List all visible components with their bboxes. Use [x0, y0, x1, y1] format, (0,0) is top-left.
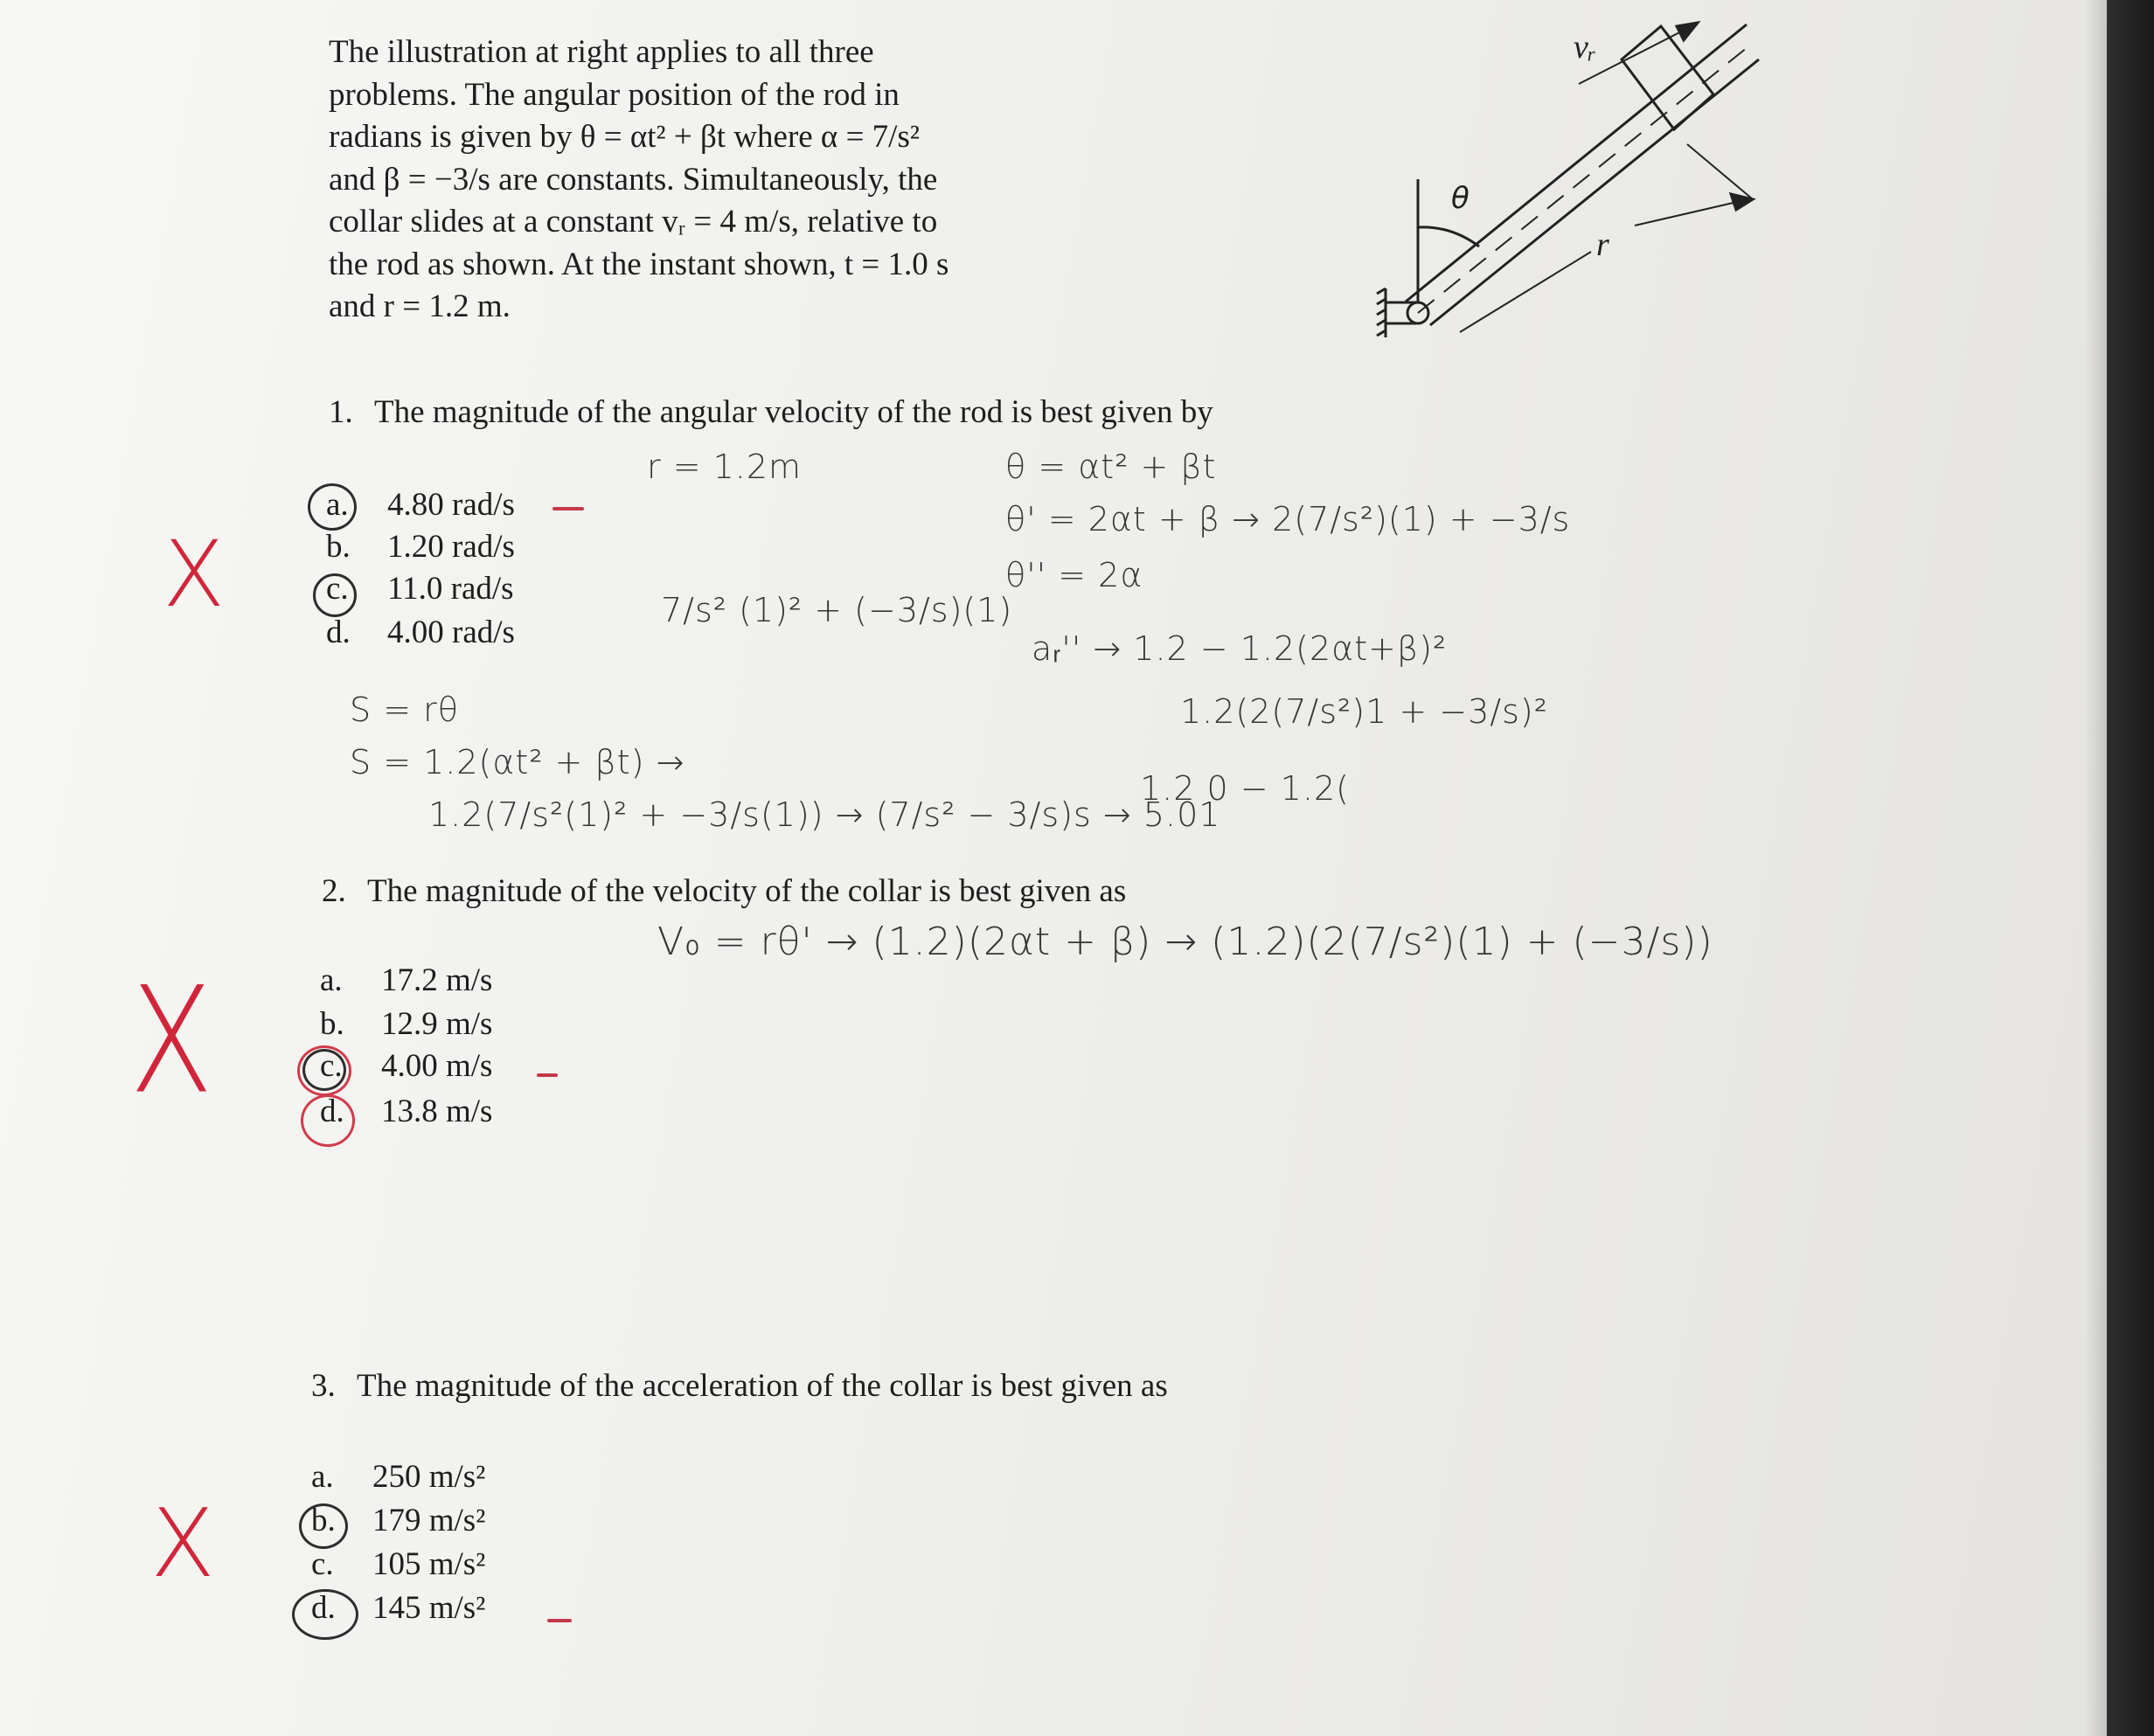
- intro-line-4: and β = −3/s are constants. Simultaneously, the: [329, 161, 938, 198]
- q2-option-a-letter: a.: [320, 962, 343, 998]
- q2-c-red-circle: [297, 1045, 351, 1096]
- q3-answer-dash-mark: [547, 1619, 572, 1622]
- q2-option-b-letter: b.: [320, 1006, 344, 1042]
- hand-q1-r-value: r = 1.2m: [647, 448, 803, 486]
- hand-q1-arc-length-sub: S = 1.2(αt² + βt) →: [350, 743, 685, 781]
- q2-option-a-value: 17.2 m/s: [381, 962, 493, 998]
- hand-q1-substitution: 7/s² (1)² + (−3/s)(1): [661, 591, 1013, 629]
- q1-option-c-value: 11.0 rad/s: [387, 571, 514, 607]
- intro-line-6: the rod as shown. At the instant shown, t = 1.0 s: [329, 246, 949, 282]
- question-1-number: 1.: [329, 394, 353, 430]
- intro-line-5: collar slides at a constant vᵣ = 4 m/s, relative to: [329, 204, 938, 240]
- q2-option-c-letter: c.: [320, 1048, 343, 1084]
- hand-q1-theta-equation: θ = αt² + βt: [1005, 448, 1217, 486]
- question-3-text: The magnitude of the acceleration of the collar is best given as: [357, 1368, 1168, 1404]
- hand-q1-arc-length-result: 1.2(7/s²(1)² + −3/s(1)) → (7/s² − 3/s)s → 5.01: [428, 795, 1221, 834]
- q1-option-a-letter: a.: [326, 487, 349, 523]
- q3-option-b-letter: b.: [311, 1503, 336, 1538]
- q2-option-a[interactable]: [320, 962, 492, 999]
- vr-label: vᵣ: [1574, 29, 1597, 66]
- q1-option-c-letter: c.: [326, 571, 349, 607]
- q2-wrong-mark: X: [129, 955, 213, 1128]
- intro-line-3: radians is given by θ = αt² + βt where α = 7/s²: [329, 119, 920, 155]
- question-1-text: The magnitude of the angular velocity of the rod is best given by: [374, 394, 1213, 430]
- q2-answer-dash-mark: [537, 1073, 558, 1077]
- question-2-number: 2.: [322, 873, 346, 909]
- q3-option-a[interactable]: [311, 1458, 485, 1496]
- q3-option-a-value: 250 m/s²: [372, 1459, 486, 1495]
- q2-option-b[interactable]: [320, 1005, 492, 1043]
- q1-wrong-mark: X: [163, 521, 226, 628]
- q1-answer-dash-mark: [552, 507, 584, 510]
- q1-option-d-value: 4.00 rad/s: [387, 615, 515, 650]
- hand-q1-partial: 1.2 0 − 1.2(: [1140, 769, 1350, 808]
- hand-q1-radial-accel-sub: 1.2(2(7/s²)1 + −3/s)²: [1180, 692, 1548, 731]
- q1-option-d-letter: d.: [326, 615, 351, 650]
- r-label: r: [1596, 226, 1609, 263]
- intro-line-7: and r = 1.2 m.: [329, 288, 511, 324]
- q1-option-b-value: 1.20 rad/s: [387, 529, 515, 565]
- q3-option-c-letter: c.: [311, 1546, 334, 1582]
- question-3: [311, 1367, 1168, 1405]
- question-2: [322, 872, 1126, 910]
- desk-background: [2107, 0, 2154, 1736]
- q1-option-b-letter: b.: [326, 529, 351, 565]
- hand-q2-velocity: V₀ = rθ' → (1.2)(2αt + β) → (1.2)(2(7/s²)(1) + (−3/s)): [657, 920, 1713, 964]
- q1-option-a-value: 4.80 rad/s: [387, 487, 515, 523]
- hand-q1-theta-prime: θ' = 2αt + β → 2(7/s²)(1) + −3/s: [1005, 500, 1571, 538]
- q2-d-red-circle: [301, 1094, 355, 1147]
- q3-d-circled-mark: [292, 1589, 358, 1640]
- q1-c-circled-mark: [313, 573, 357, 617]
- hand-q1-arc-length: S = rθ: [350, 691, 459, 729]
- theta-label: θ: [1451, 181, 1470, 216]
- q3-option-c-value: 105 m/s²: [372, 1546, 486, 1582]
- q3-b-circled-mark: [299, 1503, 348, 1549]
- q3-wrong-mark: X: [150, 1489, 215, 1599]
- q2-option-d-letter: d.: [320, 1094, 344, 1129]
- hand-q1-radial-accel: aᵣ'' → 1.2 − 1.2(2αt+β)²: [1032, 629, 1448, 668]
- question-1: [329, 393, 1213, 431]
- q3-option-c[interactable]: [311, 1545, 485, 1583]
- q1-option-d[interactable]: [326, 614, 515, 651]
- intro-line-2: problems. The angular position of the rod in: [329, 76, 900, 113]
- problem-statement: [329, 31, 1115, 329]
- q3-option-d-value: 145 m/s²: [372, 1590, 486, 1626]
- q3-option-d-letter: d.: [311, 1590, 336, 1626]
- q1-a-circled-mark: [308, 483, 357, 531]
- question-2-text: The magnitude of the velocity of the collar is best given as: [367, 873, 1127, 909]
- question-3-number: 3.: [311, 1368, 336, 1404]
- q3-option-b-value: 179 m/s²: [372, 1503, 486, 1538]
- q2-option-b-value: 12.9 m/s: [381, 1006, 493, 1042]
- q2-option-c-value: 4.00 m/s: [381, 1048, 493, 1084]
- q2-option-d-value: 13.8 m/s: [381, 1094, 493, 1129]
- hand-q1-theta-double-prime: θ'' = 2α: [1005, 556, 1143, 594]
- intro-line-1: The illustration at right applies to all three: [329, 34, 874, 70]
- q1-option-b[interactable]: [326, 528, 515, 566]
- q3-option-a-letter: a.: [311, 1459, 334, 1495]
